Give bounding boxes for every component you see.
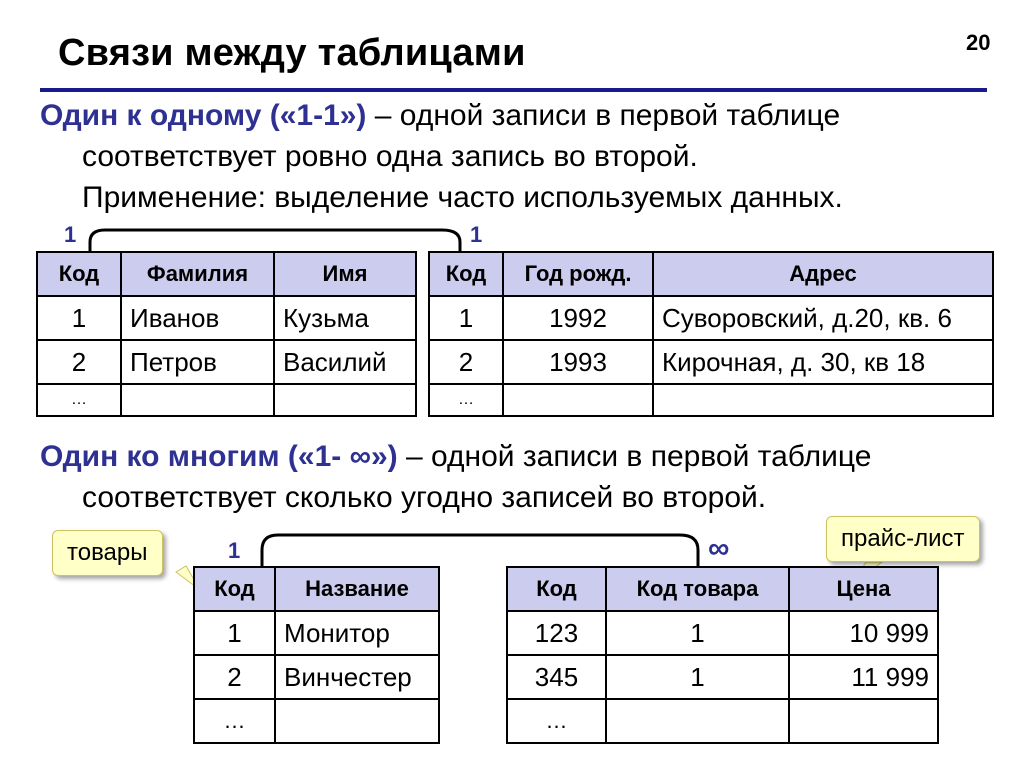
page-number: 20 bbox=[966, 30, 991, 55]
table-cell: 1992 bbox=[503, 296, 653, 340]
table-row bbox=[194, 699, 439, 743]
column-header: Код bbox=[37, 252, 121, 296]
table-row bbox=[429, 384, 993, 416]
column-header: Адрес bbox=[653, 252, 993, 296]
table-cell: Иванов bbox=[121, 296, 274, 340]
table-cell: 1 bbox=[37, 296, 121, 340]
table-cell: Петров bbox=[121, 340, 274, 384]
table-cell bbox=[275, 699, 439, 743]
table-row bbox=[37, 340, 416, 384]
one-to-many-heading: Один ко многим («1- ∞») bbox=[40, 440, 398, 473]
table-cell bbox=[653, 384, 993, 416]
one-to-many-left-marker: 1 bbox=[228, 538, 241, 563]
table-cell: Суворовский, д.20, кв. 6 bbox=[653, 296, 993, 340]
one-to-one-heading: Один к одному («1-1») bbox=[40, 99, 367, 132]
table-cell: 1993 bbox=[503, 340, 653, 384]
slide-title: Связи между таблицами bbox=[58, 32, 526, 74]
table-header-row bbox=[37, 252, 416, 296]
table-cell bbox=[121, 384, 274, 416]
table-cell: 2 bbox=[194, 655, 275, 699]
table-cell: 11 999 bbox=[789, 655, 938, 699]
table-cell: … bbox=[507, 699, 606, 743]
table-cell: … bbox=[194, 699, 275, 743]
table-header-row bbox=[194, 567, 439, 611]
table-cell bbox=[606, 699, 789, 743]
table-cell: 10 999 bbox=[789, 611, 938, 655]
table-cell bbox=[274, 384, 416, 416]
table-cell: Кирочная, д. 30, кв 18 bbox=[653, 340, 993, 384]
one-to-many-line2: соответствует сколько угодно записей во второй. bbox=[82, 481, 767, 514]
table-cell: … bbox=[429, 384, 503, 416]
one-to-one-left-marker: 1 bbox=[64, 222, 77, 247]
table-cell: Кузьма bbox=[274, 296, 416, 340]
products-table bbox=[193, 566, 440, 744]
table-cell: 2 bbox=[429, 340, 503, 384]
one-to-one-connector bbox=[90, 230, 460, 252]
one-to-many-connector bbox=[262, 535, 698, 567]
table-row bbox=[507, 611, 938, 655]
column-header: Код bbox=[429, 252, 503, 296]
column-header: Код bbox=[507, 567, 606, 611]
table-cell: Василий bbox=[274, 340, 416, 384]
table-cell bbox=[789, 699, 938, 743]
column-header: Фамилия bbox=[121, 252, 274, 296]
table-cell: Монитор bbox=[275, 611, 439, 655]
table-cell: 1 bbox=[606, 655, 789, 699]
one-to-one-line3: Применение: выделение часто используемых данных. bbox=[82, 181, 843, 214]
callout-price-list: прайс-лист bbox=[826, 516, 980, 562]
table-cell: 1 bbox=[194, 611, 275, 655]
column-header: Цена bbox=[789, 567, 938, 611]
table-row bbox=[37, 384, 416, 416]
column-header: Код bbox=[194, 567, 275, 611]
table-cell: 2 bbox=[37, 340, 121, 384]
one-to-many-line1: – одной записи в первой таблице bbox=[397, 440, 872, 473]
table-row bbox=[507, 655, 938, 699]
table-row bbox=[37, 296, 416, 340]
table-header-row bbox=[507, 567, 938, 611]
table-cell: Винчестер bbox=[275, 655, 439, 699]
table-row bbox=[429, 296, 993, 340]
one-to-one-right-marker: 1 bbox=[470, 222, 483, 247]
table-row bbox=[429, 340, 993, 384]
column-header: Код товара bbox=[606, 567, 789, 611]
table-header-row bbox=[429, 252, 993, 296]
column-header: Имя bbox=[274, 252, 416, 296]
table-row bbox=[194, 611, 439, 655]
table-cell: 123 bbox=[507, 611, 606, 655]
one-to-one-description bbox=[40, 95, 1015, 218]
table-cell: 1 bbox=[429, 296, 503, 340]
one-to-one-line2: соответствует ровно одна запись во второй. bbox=[82, 140, 698, 173]
price-list-table bbox=[506, 566, 939, 744]
column-header: Название bbox=[275, 567, 439, 611]
one-to-many-right-marker: ∞ bbox=[708, 532, 730, 565]
callout-products: товары bbox=[52, 530, 163, 576]
table-cell: 1 bbox=[606, 611, 789, 655]
table-cell: … bbox=[37, 384, 121, 416]
persons-table bbox=[36, 251, 417, 417]
table-row bbox=[194, 655, 439, 699]
table-row bbox=[507, 699, 938, 743]
table-cell: 345 bbox=[507, 655, 606, 699]
birth-address-table bbox=[428, 251, 994, 417]
table-cell bbox=[503, 384, 653, 416]
one-to-one-line1: – одной записи в первой таблице bbox=[366, 99, 841, 132]
one-to-many-description bbox=[40, 436, 1015, 518]
column-header: Год рожд. bbox=[503, 252, 653, 296]
